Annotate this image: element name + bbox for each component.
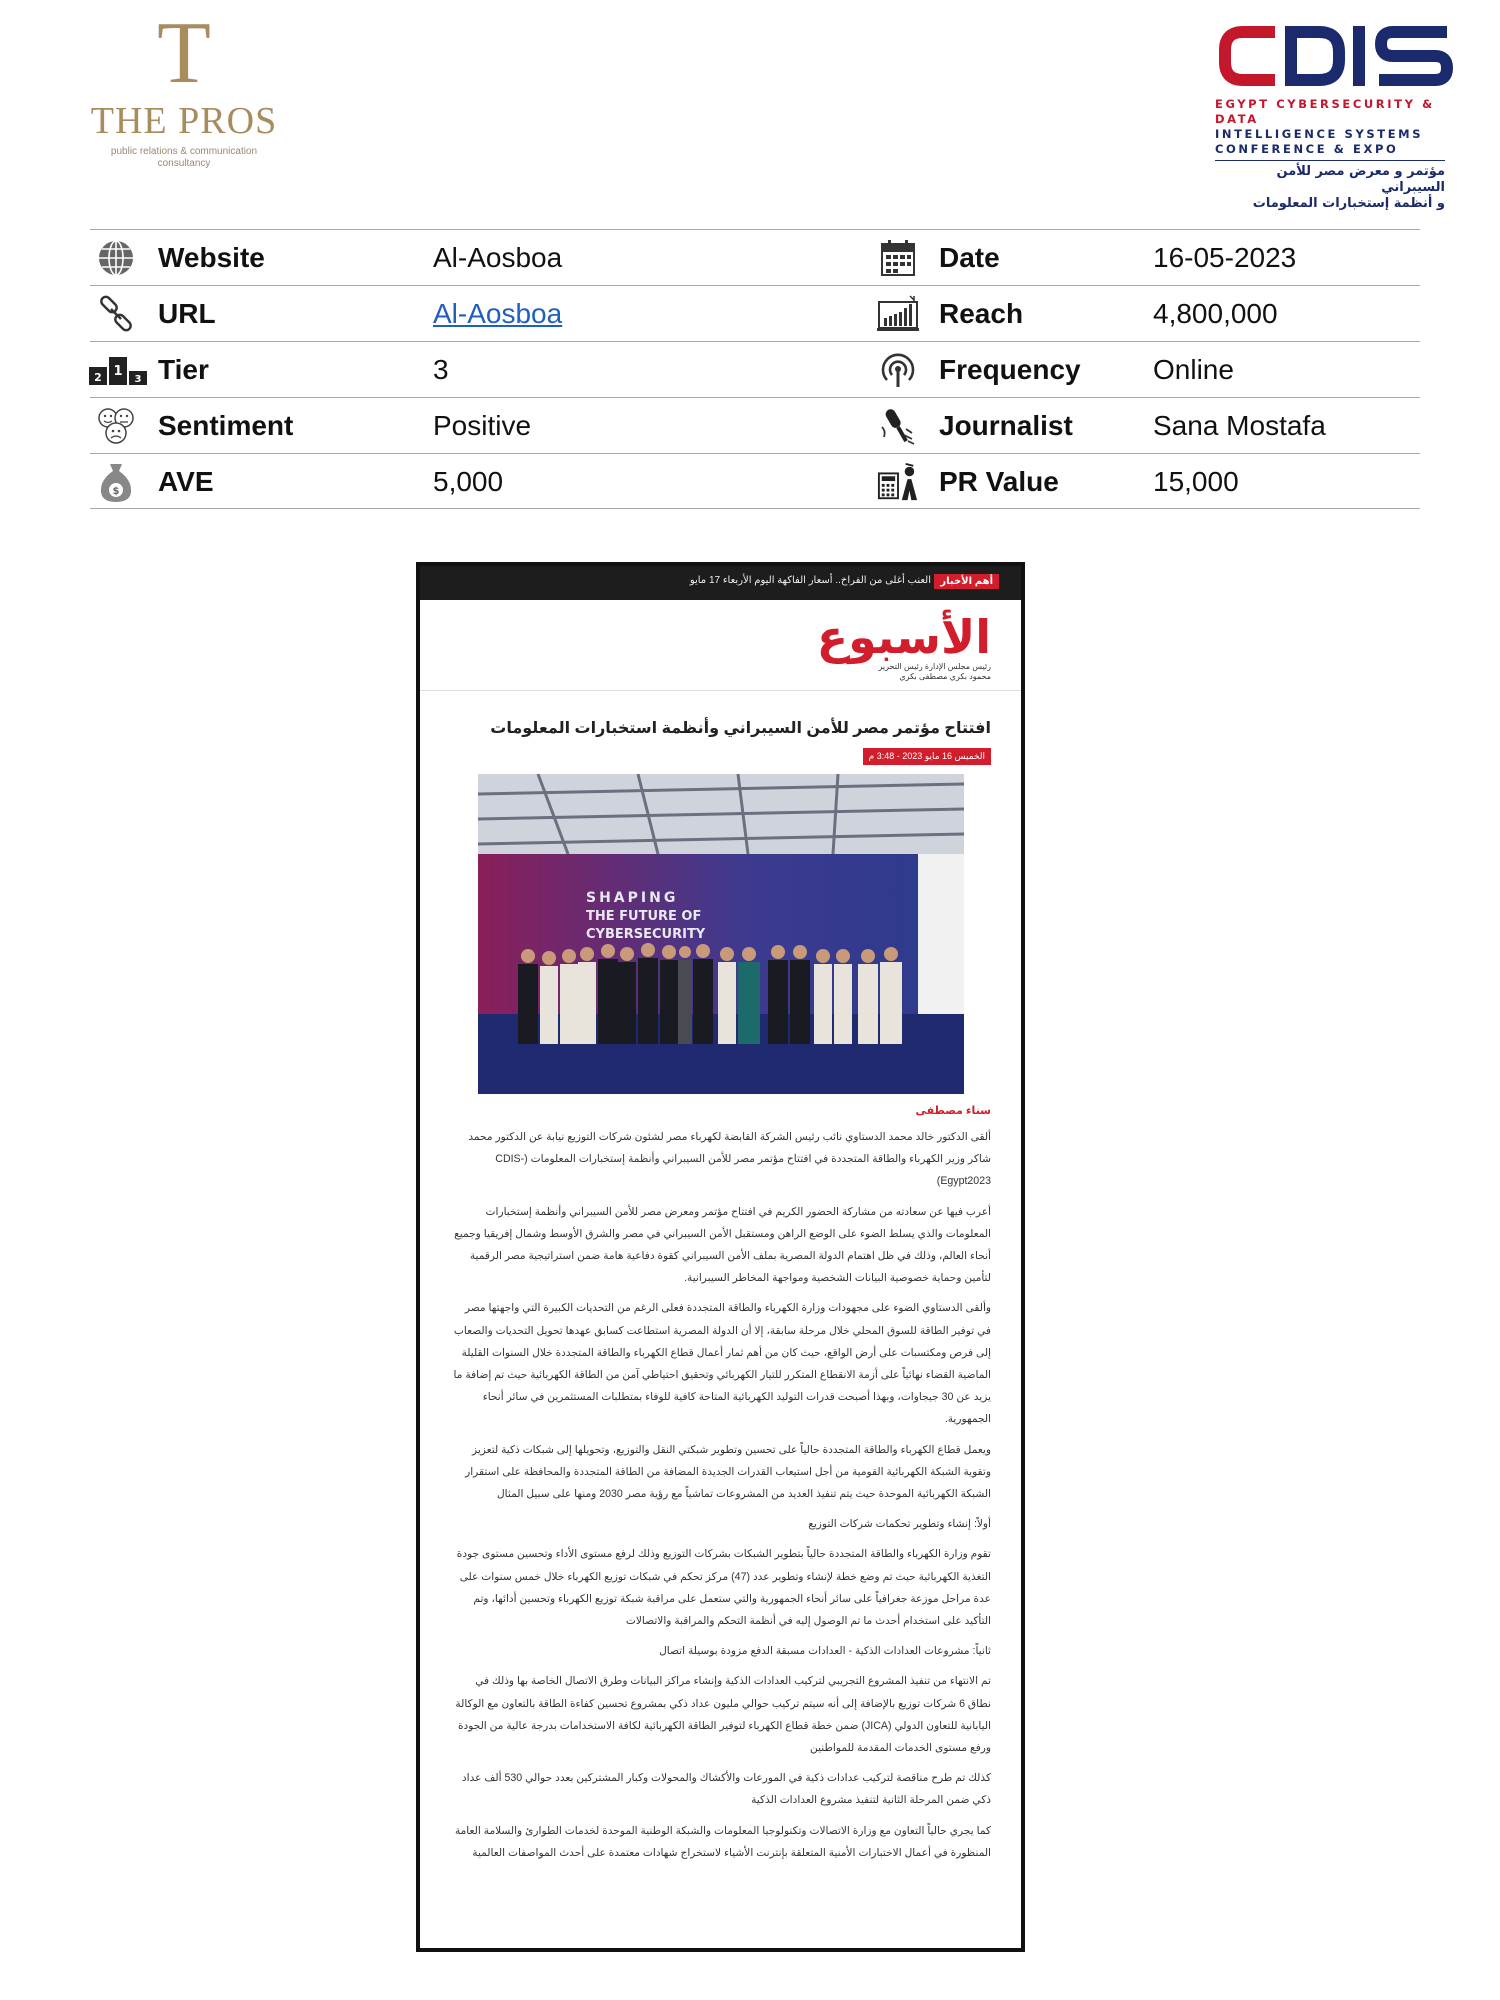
website-value: Al-Aosboa [433, 242, 563, 273]
news-ticker: العنب أغلى من الفراخ.. أسعار الفاكهة اليوم الأربعاء 17 مايو [689, 575, 931, 586]
photo-banner-2: THE FUTURE OF [586, 909, 702, 924]
cdis-wordmark [1215, 20, 1455, 92]
article-paragraph: ويعمل قطاع الكهرباء والطاقة المتجددة حالياً على تحسين وتطوير شبكتي النقل والتوزيع، وتحويلها إلى شبكات ذكية لتعزيز وتقوية الشبكة الكهربائية القومية من أجل استيعاب القدرات الجديدة المضافة من الطاقة المتجددة والمحافظة على استقرار الشبكة الكهربائية الموحدة حيث يتم تنفيذ العديد من المشروعات تماشياً مع رؤية مصر 2030 ومنها على سبيل المثال [465, 1443, 991, 1501]
money-bag-icon [95, 462, 137, 502]
calendar-icon [877, 238, 919, 278]
svg-text:1: 1 [113, 364, 123, 379]
article-subheading: ثانياً: مشروعات العدادات الذكية - العدادات مسبقة الدفع مزودة بوسيلة اتصال [659, 1645, 991, 1658]
frequency-label: Frequency [939, 354, 1081, 385]
article-date-tag: الخميس 16 مايو 2023 - 3:48 م [863, 748, 991, 765]
ave-label: AVE [158, 466, 214, 497]
info-row-ave-pr-value [90, 453, 1420, 509]
podium-icon [88, 350, 150, 390]
masthead-divider [420, 690, 1021, 691]
date-label: Date [939, 242, 1000, 273]
the-pros-monogram: T [157, 5, 197, 102]
photo-banner-1: SHAPING [586, 890, 679, 906]
svg-text:3: 3 [134, 374, 142, 385]
journalist-label: Journalist [939, 410, 1073, 441]
info-row-url-reach [90, 285, 1420, 341]
article-body [451, 1126, 991, 1872]
cdis-arabic-1: مؤتمر و معرض مصر للأمن السيبراني [1276, 164, 1445, 195]
media-info-table [90, 229, 1420, 509]
calculator-person-icon [877, 462, 919, 502]
date-value: 16-05-2023 [1153, 242, 1297, 273]
info-row-website-date [90, 229, 1420, 285]
pr-value-value: 15,000 [1153, 466, 1239, 497]
reach-value: 4,800,000 [1153, 298, 1278, 329]
article-paragraph: كما يجري حالياً التعاون مع وزارة الاتصالات وتكنولوجيا المعلومات والشبكة الوطنية الموحدة لخدمات الطوارئ والسلامة العامة المنظورة في أعمال الاختبارات الأمنية المتعلقة بإنترنت الأشياء لاستخراج شهادات معتمدة على أحدث المواصفات العالمية [454, 1824, 991, 1859]
article-paragraph: ألقى الدكتور خالد محمد الدستاوي نائب رئيس الشركة القابضة لكهرباء مصر لشئون شركات التوزيع نيابة عن الدكتور محمد شاكر وزير الكهرباء والطاقة المتجددة في افتتاح مؤتمر مصر للأمن السيبراني وأنظمة إستخبارات المعلومات (CDIS-Egypt2023) [468, 1131, 991, 1188]
tier-label: Tier [158, 354, 209, 385]
frequency-value: Online [1153, 354, 1234, 385]
info-row-tier-frequency [90, 341, 1420, 397]
article-clipping [416, 562, 1025, 1952]
masthead-title: الأسبوع [816, 610, 991, 664]
ave-value: 5,000 [433, 466, 504, 497]
url-link[interactable]: Al-Aosboa [433, 298, 563, 329]
url-label: URL [158, 298, 216, 329]
svg-text:2: 2 [94, 371, 102, 384]
sentiment-value: Positive [433, 410, 532, 441]
article-paragraph: تم الانتهاء من تنفيذ المشروع التجريبي لتركيب العدادات الذكية وإنشاء مراكز البيانات وطرق الاتصال الخاصة بها وذلك في نطاق 6 شركات توزيع بالإضافة إلى أنه سيتم تركيب حوالي مليون عداد ذكي بمشروع تحسين كفاءة الطاقة بالتعاون مع الوكالة اليابانية للتعاون الدولي (JICA) ضمن خطة قطاع الكهرباء لتوفير الطاقة الكهربائية لكافة الاستخدامات بدرجة عالية من الجودة ورفع مستوى الخدمات المقدمة للمواطنين [455, 1675, 991, 1755]
cdis-tagline-2: INTELLIGENCE SYSTEMS [1215, 127, 1424, 141]
article-byline: سناء مصطفى [915, 1105, 991, 1117]
masthead-sub-1: رئيس مجلس الإدارة رئيس التحرير [878, 662, 991, 671]
faces-icon [95, 406, 137, 446]
info-row-sentiment-journalist [90, 397, 1420, 453]
article-paragraph: كذلك تم طرح مناقصة لتركيب عدادات ذكية في المورعات والأكشاك والمحولات وكبار المشتركين بعدد حوالي 530 ألف عداد ذكي ضمن المرحلة الثانية لتنفيذ مشروع العدادات الذكية [461, 1772, 991, 1807]
microphone-icon [877, 406, 919, 446]
cdis-logo [1215, 20, 1465, 211]
clipping-topbar [420, 566, 1021, 600]
photo-banner-3: CYBERSECURITY [586, 927, 706, 942]
the-pros-name: THE PROS [90, 100, 278, 142]
pr-value-label: PR Value [939, 466, 1059, 497]
newspaper-masthead [817, 612, 991, 682]
cdis-tagline-3: CONFERENCE & EXPO [1215, 142, 1399, 156]
masthead-sub-2: محمود بكري مصطفى بكري [899, 672, 991, 681]
globe-icon [95, 238, 137, 278]
journalist-value: Sana Mostafa [1153, 410, 1326, 441]
sentiment-label: Sentiment [158, 410, 294, 441]
article-paragraph: أعرب فيها عن سعادته من مشاركة الحضور الكريم في افتتاح مؤتمر ومعرض مصر للأمن السيبراني وأنظمة إستخبارات المعلومات والذي يسلط الضوء على الوضع الراهن ومستقبل الأمن السيبراني في مصر والشرق الأوسط وشمال إفريقيا وجميع أنحاء العالم، وذلك في ظل اهتمام الدولة المصرية بملف الأمن السيبراني كقوة دفاعية هامة ضمن استراتيجية مصر الرقمية لتأمين وحماية خصوصية البيانات الشخصية ومواجهة المخاطر السيبرانية. [454, 1205, 991, 1285]
top-news-tag: أهم الأخبار [934, 574, 999, 589]
the-pros-logo [84, 5, 284, 178]
bar-chart-icon [877, 294, 919, 334]
url-value [433, 286, 562, 342]
article-subheading: أولاً: إنشاء وتطوير تحكمات شركات التوزيع [808, 1518, 991, 1531]
the-pros-tagline-1: public relations & communication [110, 146, 258, 157]
broadcast-icon [877, 350, 919, 390]
tier-value: 3 [433, 354, 449, 385]
reach-label: Reach [939, 298, 1024, 329]
svg-text:$: $ [112, 486, 120, 497]
link-icon [95, 294, 137, 334]
cdis-tagline-1: EGYPT CYBERSECURITY & DATA [1215, 97, 1435, 126]
article-paragraph: تقوم وزارة الكهرباء والطاقة المتجددة حالياً بتطوير الشبكات بشركات التوزيع وذلك لرفع مستوى الأداء وتحسين مستوى جودة التغذية الكهربائية حيث تم وضع خطة لإنشاء وتطوير عدد (47) مركز تحكم في شبكات توزيع الكهرباء خلال خمس سنوات على عدة مراحل موزعة جغرافياً على سائر أنحاء الجمهورية والتي ستعمل على مراقبة شبكة توزيع الكهرباء وتحسين أدائها، وتم التأكيد على استخدام أحدث ما تم الوصول إليه في أنظمة التحكم والمراقبة والاتصالات [456, 1548, 991, 1628]
article-photo [478, 774, 964, 1094]
article-paragraph: وألقى الدستاوي الضوء على مجهودات وزارة الكهرباء والطاقة المتجددة فعلى الرغم من التحديات الكبيرة التي واجهتها مصر في توفير الطاقة للسوق المحلي خلال مرحلة سابقة، إلا أن الدولة المصرية استطاعت كسابق عهدها تحويل التحديات والصعاب إلى فرص ومكتسبات على أرض الواقع، حيث كان من أهم ثمار أعمال قطاع الكهرباء والطاقة المتجددة خلال السنوات القليلة الماضية القضاء نهائياً على أزمة الانقطاع المتكرر للتيار الكهربائي وتحقيق احتياطي آمن من الطاقة الكهربائية حيث تم إضافة ما يزيد عن 30 جيجاوات، وبهذا أصبحت قدرات التوليد الكهربائية المتاحة كافية للوفاء بمتطلبات المستثمرين في سائر أنحاء الجمهورية. [453, 1302, 991, 1426]
the-pros-tagline-2: consultancy [157, 158, 211, 169]
website-label: Website [158, 242, 265, 273]
cdis-arabic-2: و أنظمة إستخبارات المعلومات [1252, 196, 1445, 211]
article-headline: افتتاح مؤتمر مصر للأمن السيبراني وأنظمة استخبارات المعلومات [490, 720, 991, 737]
